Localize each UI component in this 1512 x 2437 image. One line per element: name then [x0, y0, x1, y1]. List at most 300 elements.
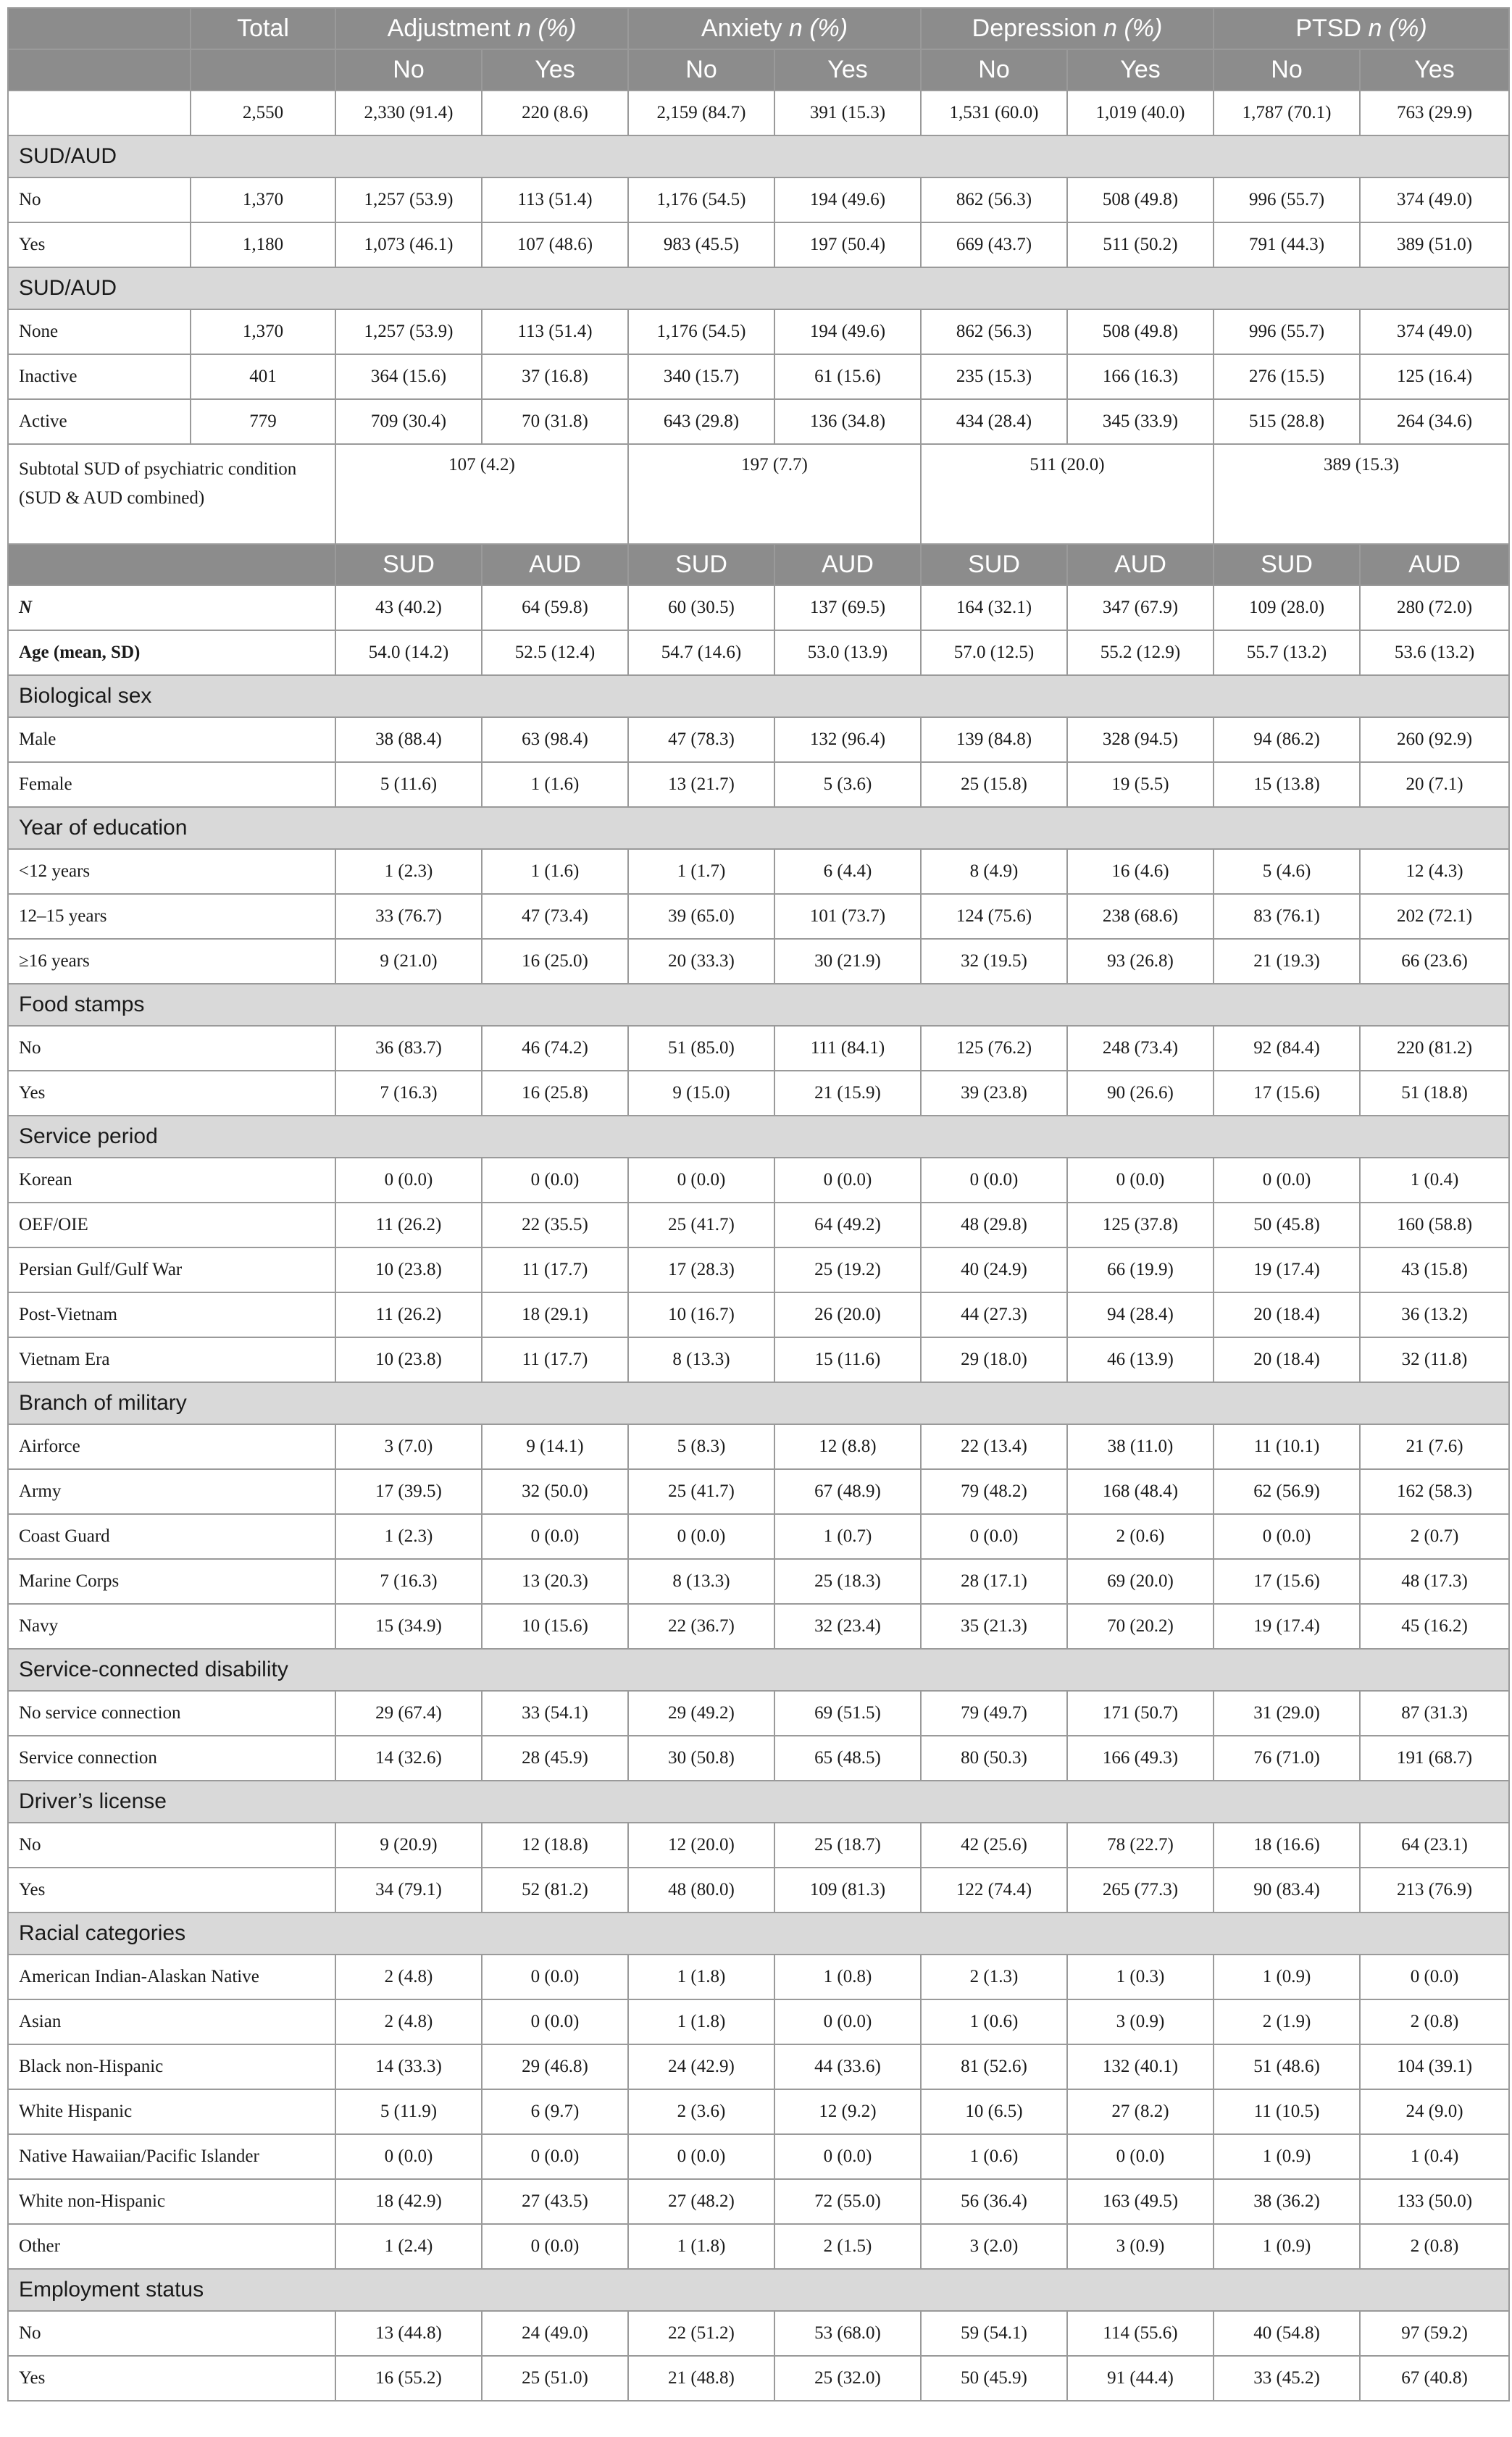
cell: 30 (21.9) — [774, 939, 921, 984]
cell: 33 (54.1) — [482, 1691, 628, 1736]
cell: 434 (28.4) — [921, 399, 1067, 444]
header-sud: SUD — [628, 544, 774, 585]
header-corner — [8, 8, 191, 49]
row-label: Korean — [8, 1158, 335, 1203]
cell: 32 (50.0) — [482, 1469, 628, 1514]
cell: 2,159 (84.7) — [628, 91, 774, 135]
section-header: Driver’s license — [8, 1781, 1509, 1823]
cell: 3 (2.0) — [921, 2224, 1067, 2269]
cell: 0 (0.0) — [628, 2134, 774, 2179]
cell: 0 (0.0) — [921, 1514, 1067, 1559]
cell: 107 (48.6) — [482, 222, 628, 267]
cell: 9 (21.0) — [335, 939, 482, 984]
row-label: Male — [8, 717, 335, 762]
row-label: White non-Hispanic — [8, 2179, 335, 2224]
cell: 0 (0.0) — [774, 2134, 921, 2179]
cell: 12 (9.2) — [774, 2089, 921, 2134]
cell: 54.0 (14.2) — [335, 630, 482, 675]
cell: 25 (51.0) — [482, 2356, 628, 2401]
cell: 48 (17.3) — [1360, 1559, 1509, 1604]
header-npct: n (%) — [788, 14, 848, 42]
cell: 44 (33.6) — [774, 2044, 921, 2089]
cell: 56 (36.4) — [921, 2179, 1067, 2224]
cell: 20 (7.1) — [1360, 762, 1509, 807]
cell: 16 (55.2) — [335, 2356, 482, 2401]
cell: 111 (84.1) — [774, 1026, 921, 1071]
cell: 47 (73.4) — [482, 894, 628, 939]
header-npct: n (%) — [1368, 14, 1427, 42]
cell: 1 (0.6) — [921, 1999, 1067, 2044]
row-label: Subtotal SUD of psychiatric condition (SUD & AUD combined) — [8, 444, 335, 544]
cell: 5 (3.6) — [774, 762, 921, 807]
cell: 21 (15.9) — [774, 1071, 921, 1116]
header-group — [335, 8, 628, 49]
cell: 1,531 (60.0) — [921, 91, 1067, 135]
row-label: Yes — [8, 2356, 335, 2401]
cell: 171 (50.7) — [1067, 1691, 1214, 1736]
cell: 20 (18.4) — [1214, 1337, 1360, 1382]
cell: 280 (72.0) — [1360, 585, 1509, 630]
cell: 163 (49.5) — [1067, 2179, 1214, 2224]
cell: 709 (30.4) — [335, 399, 482, 444]
cell: 25 (41.7) — [628, 1469, 774, 1514]
cell: 166 (16.3) — [1067, 354, 1214, 399]
row-label: Marine Corps — [8, 1559, 335, 1604]
cell: 137 (69.5) — [774, 585, 921, 630]
cell: 2 (1.9) — [1214, 1999, 1360, 2044]
cell: 8 (13.3) — [628, 1559, 774, 1604]
section-row — [8, 984, 1509, 1026]
cell: 1 (0.9) — [1214, 2134, 1360, 2179]
cell: 0 (0.0) — [335, 1158, 482, 1203]
cell: 32 (11.8) — [1360, 1337, 1509, 1382]
header-aud: AUD — [774, 544, 921, 585]
cell: 235 (15.3) — [921, 354, 1067, 399]
data-table — [7, 7, 1510, 2402]
cell: 983 (45.5) — [628, 222, 774, 267]
cell: 763 (29.9) — [1360, 91, 1509, 135]
header-aud: AUD — [1067, 544, 1214, 585]
cell: 109 (28.0) — [1214, 585, 1360, 630]
cell: 65 (48.5) — [774, 1736, 921, 1781]
cell: 25 (18.7) — [774, 1823, 921, 1868]
section-header: SUD/AUD — [8, 267, 1509, 309]
cell: 1 (0.7) — [774, 1514, 921, 1559]
cell: 276 (15.5) — [1214, 354, 1360, 399]
section-header: Food stamps — [8, 984, 1509, 1026]
cell: 52 (81.2) — [482, 1868, 628, 1913]
cell: 21 (19.3) — [1214, 939, 1360, 984]
table-row — [8, 2134, 1509, 2179]
cell: 104 (39.1) — [1360, 2044, 1509, 2089]
header-sud: SUD — [1214, 544, 1360, 585]
cell: 1,257 (53.9) — [335, 177, 482, 222]
cell: 3 (0.9) — [1067, 2224, 1214, 2269]
cell: 25 (41.7) — [628, 1203, 774, 1247]
cell: 76 (71.0) — [1214, 1736, 1360, 1781]
cell: 374 (49.0) — [1360, 177, 1509, 222]
header-yes: Yes — [774, 49, 921, 91]
table-row — [8, 2311, 1509, 2356]
row-label: ≥16 years — [8, 939, 335, 984]
cell: 791 (44.3) — [1214, 222, 1360, 267]
table-row — [8, 1026, 1509, 1071]
cell: 133 (50.0) — [1360, 2179, 1509, 2224]
header-aud: AUD — [482, 544, 628, 585]
cell: 2 (1.5) — [774, 2224, 921, 2269]
cell: 2 (4.8) — [335, 1999, 482, 2044]
table-row — [8, 1868, 1509, 1913]
cell: 3 (0.9) — [1067, 1999, 1214, 2044]
cell: 5 (4.6) — [1214, 849, 1360, 894]
cell: 996 (55.7) — [1214, 309, 1360, 354]
cell: 72 (55.0) — [774, 2179, 921, 2224]
header-group — [1214, 8, 1509, 49]
section-row — [8, 1382, 1509, 1424]
cell: 25 (18.3) — [774, 1559, 921, 1604]
cell: 17 (15.6) — [1214, 1559, 1360, 1604]
row-label: Inactive — [8, 354, 191, 399]
cell: 10 (23.8) — [335, 1337, 482, 1382]
table-row — [8, 1469, 1509, 1514]
cell: 8 (13.3) — [628, 1337, 774, 1382]
header-group-name: Depression — [972, 14, 1097, 42]
cell: 12 (8.8) — [774, 1424, 921, 1469]
section-row — [8, 1649, 1509, 1691]
cell: 643 (29.8) — [628, 399, 774, 444]
cell: 264 (34.6) — [1360, 399, 1509, 444]
cell: 83 (76.1) — [1214, 894, 1360, 939]
cell: 1,257 (53.9) — [335, 309, 482, 354]
cell: 515 (28.8) — [1214, 399, 1360, 444]
cell: 53.6 (13.2) — [1360, 630, 1509, 675]
cell: 50 (45.9) — [921, 2356, 1067, 2401]
cell: 18 (29.1) — [482, 1292, 628, 1337]
cell: 2,330 (91.4) — [335, 91, 482, 135]
cell: 1 (1.8) — [628, 2224, 774, 2269]
row-label: Navy — [8, 1604, 335, 1649]
cell: 61 (15.6) — [774, 354, 921, 399]
row-label: Post-Vietnam — [8, 1292, 335, 1337]
cell: 11 (10.1) — [1214, 1424, 1360, 1469]
table-row — [8, 1203, 1509, 1247]
cell: 40 (54.8) — [1214, 2311, 1360, 2356]
cell: 0 (0.0) — [482, 2224, 628, 2269]
cell: 39 (23.8) — [921, 1071, 1067, 1116]
cell: 1,073 (46.1) — [335, 222, 482, 267]
header-yes: Yes — [482, 49, 628, 91]
cell: 1 (1.7) — [628, 849, 774, 894]
cell: 14 (32.6) — [335, 1736, 482, 1781]
row-label: No — [8, 1823, 335, 1868]
section-row — [8, 267, 1509, 309]
cell: 1,176 (54.5) — [628, 309, 774, 354]
cell: 79 (49.7) — [921, 1691, 1067, 1736]
cell: 160 (58.8) — [1360, 1203, 1509, 1247]
cell: 391 (15.3) — [774, 91, 921, 135]
section-row — [8, 1781, 1509, 1823]
cell: 33 (76.7) — [335, 894, 482, 939]
cell: 996 (55.7) — [1214, 177, 1360, 222]
cell: 862 (56.3) — [921, 177, 1067, 222]
header-row — [8, 8, 1509, 49]
cell: 35 (21.3) — [921, 1604, 1067, 1649]
cell: 125 (16.4) — [1360, 354, 1509, 399]
header-corner — [8, 49, 191, 91]
cell: 30 (50.8) — [628, 1736, 774, 1781]
cell: 55.2 (12.9) — [1067, 630, 1214, 675]
table-row — [8, 177, 1509, 222]
cell: 64 (49.2) — [774, 1203, 921, 1247]
header-yes: Yes — [1067, 49, 1214, 91]
cell: 113 (51.4) — [482, 177, 628, 222]
cell: 36 (83.7) — [335, 1026, 482, 1071]
cell: 1 (0.4) — [1360, 2134, 1509, 2179]
cell: 2 (1.3) — [921, 1955, 1067, 1999]
cell: 6 (4.4) — [774, 849, 921, 894]
cell: 19 (5.5) — [1067, 762, 1214, 807]
cell: 194 (49.6) — [774, 309, 921, 354]
cell: 5 (11.9) — [335, 2089, 482, 2134]
cell: 9 (20.9) — [335, 1823, 482, 1868]
subtotal-cell: 197 (7.7) — [628, 444, 921, 544]
cell: 94 (86.2) — [1214, 717, 1360, 762]
table-row — [8, 1736, 1509, 1781]
cell: 64 (59.8) — [482, 585, 628, 630]
cell: 70 (20.2) — [1067, 1604, 1214, 1649]
row-label: American Indian-Alaskan Native — [8, 1955, 335, 1999]
cell: 265 (77.3) — [1067, 1868, 1214, 1913]
row-label: Yes — [8, 1868, 335, 1913]
table-row — [8, 309, 1509, 354]
row-label: No service connection — [8, 1691, 335, 1736]
cell: 54.7 (14.6) — [628, 630, 774, 675]
cell: 248 (73.4) — [1067, 1026, 1214, 1071]
cell: 164 (32.1) — [921, 585, 1067, 630]
cell: 1 (0.9) — [1214, 2224, 1360, 2269]
cell: 0 (0.0) — [482, 1955, 628, 1999]
cell: 34 (79.1) — [335, 1868, 482, 1913]
cell: 139 (84.8) — [921, 717, 1067, 762]
cell: 78 (22.7) — [1067, 1823, 1214, 1868]
cell: 66 (19.9) — [1067, 1247, 1214, 1292]
row-label: Native Hawaiian/Pacific Islander — [8, 2134, 335, 2179]
cell: 124 (75.6) — [921, 894, 1067, 939]
cell: 0 (0.0) — [482, 1514, 628, 1559]
cell: 17 (15.6) — [1214, 1071, 1360, 1116]
cell: 19 (17.4) — [1214, 1604, 1360, 1649]
row-label: Female — [8, 762, 335, 807]
cell: 1 (2.4) — [335, 2224, 482, 2269]
cell: 101 (73.7) — [774, 894, 921, 939]
cell: 0 (0.0) — [1214, 1158, 1360, 1203]
cell: 27 (8.2) — [1067, 2089, 1214, 2134]
header-no: No — [1214, 49, 1360, 91]
cell: 81 (52.6) — [921, 2044, 1067, 2089]
table-row — [8, 1071, 1509, 1116]
cell: 87 (31.3) — [1360, 1691, 1509, 1736]
cell: 22 (51.2) — [628, 2311, 774, 2356]
cell: 2 (0.8) — [1360, 2224, 1509, 2269]
cell: 69 (51.5) — [774, 1691, 921, 1736]
cell: 197 (50.4) — [774, 222, 921, 267]
cell: 1 (2.3) — [335, 849, 482, 894]
cell: 132 (96.4) — [774, 717, 921, 762]
section-header: Service-connected disability — [8, 1649, 1509, 1691]
table-row — [8, 2044, 1509, 2089]
cell: 191 (68.7) — [1360, 1736, 1509, 1781]
cell: 1,019 (40.0) — [1067, 91, 1214, 135]
row-label: OEF/OIE — [8, 1203, 335, 1247]
table-row — [8, 2089, 1509, 2134]
cell: 2 (4.8) — [335, 1955, 482, 1999]
table-row — [8, 399, 1509, 444]
cell: 32 (23.4) — [774, 1604, 921, 1649]
table-row — [8, 2356, 1509, 2401]
cell: 70 (31.8) — [482, 399, 628, 444]
cell: 2,550 — [191, 91, 335, 135]
cell: 13 (20.3) — [482, 1559, 628, 1604]
header-npct: n (%) — [1103, 14, 1163, 42]
cell: 43 (15.8) — [1360, 1247, 1509, 1292]
cell: 21 (48.8) — [628, 2356, 774, 2401]
table-row — [8, 1604, 1509, 1649]
cell: 374 (49.0) — [1360, 309, 1509, 354]
cell: 52.5 (12.4) — [482, 630, 628, 675]
cell: 6 (9.7) — [482, 2089, 628, 2134]
section-row — [8, 1116, 1509, 1158]
row-label: <12 years — [8, 849, 335, 894]
header-no: No — [921, 49, 1067, 91]
cell: 40 (24.9) — [921, 1247, 1067, 1292]
cell: 1,370 — [191, 309, 335, 354]
cell: 18 (42.9) — [335, 2179, 482, 2224]
cell: 90 (26.6) — [1067, 1071, 1214, 1116]
row-label: Yes — [8, 222, 191, 267]
cell: 11 (17.7) — [482, 1337, 628, 1382]
table-row — [8, 1337, 1509, 1382]
cell: 364 (15.6) — [335, 354, 482, 399]
section-row — [8, 135, 1509, 177]
cell: 2 (3.6) — [628, 2089, 774, 2134]
cell: 33 (45.2) — [1214, 2356, 1360, 2401]
cell: 22 (35.5) — [482, 1203, 628, 1247]
table-row — [8, 939, 1509, 984]
cell: 1,180 — [191, 222, 335, 267]
row-label: Asian — [8, 1999, 335, 2044]
cell: 17 (39.5) — [335, 1469, 482, 1514]
table-row — [8, 1955, 1509, 1999]
cell: 50 (45.8) — [1214, 1203, 1360, 1247]
table-row — [8, 222, 1509, 267]
cell: 1,370 — [191, 177, 335, 222]
cell: 37 (16.8) — [482, 354, 628, 399]
cell: 0 (0.0) — [628, 1158, 774, 1203]
cell: 779 — [191, 399, 335, 444]
header-corner — [191, 49, 335, 91]
cell: 168 (48.4) — [1067, 1469, 1214, 1514]
row-label — [8, 91, 191, 135]
cell: 11 (10.5) — [1214, 2089, 1360, 2134]
cell: 7 (16.3) — [335, 1071, 482, 1116]
cell: 389 (51.0) — [1360, 222, 1509, 267]
table-row — [8, 1158, 1509, 1203]
section-row — [8, 675, 1509, 717]
cell: 10 (6.5) — [921, 2089, 1067, 2134]
cell: 29 (46.8) — [482, 2044, 628, 2089]
cell: 1 (0.6) — [921, 2134, 1067, 2179]
header-no: No — [335, 49, 482, 91]
header-group — [628, 8, 921, 49]
cell: 202 (72.1) — [1360, 894, 1509, 939]
cell: 53 (68.0) — [774, 2311, 921, 2356]
cell: 13 (44.8) — [335, 2311, 482, 2356]
table-row — [8, 1292, 1509, 1337]
cell: 36 (13.2) — [1360, 1292, 1509, 1337]
cell: 220 (81.2) — [1360, 1026, 1509, 1071]
table-row — [8, 630, 1509, 675]
subtotal-row — [8, 444, 1509, 544]
table-row — [8, 1559, 1509, 1604]
cell: 28 (45.9) — [482, 1736, 628, 1781]
cell: 27 (48.2) — [628, 2179, 774, 2224]
table-row — [8, 2179, 1509, 2224]
subtotal-cell: 107 (4.2) — [335, 444, 628, 544]
header-group-name: Anxiety — [701, 14, 782, 42]
row-label: Other — [8, 2224, 335, 2269]
row-label: No — [8, 1026, 335, 1071]
cell: 1 (1.6) — [482, 849, 628, 894]
section-row — [8, 2269, 1509, 2311]
table-row — [8, 1514, 1509, 1559]
row-label: Persian Gulf/Gulf War — [8, 1247, 335, 1292]
cell: 1 (2.3) — [335, 1514, 482, 1559]
table-row — [8, 1247, 1509, 1292]
cell: 26 (20.0) — [774, 1292, 921, 1337]
cell: 22 (13.4) — [921, 1424, 1067, 1469]
cell: 1 (0.4) — [1360, 1158, 1509, 1203]
row-label: Coast Guard — [8, 1514, 335, 1559]
cell: 48 (29.8) — [921, 1203, 1067, 1247]
cell: 508 (49.8) — [1067, 309, 1214, 354]
cell: 0 (0.0) — [335, 2134, 482, 2179]
table-row — [8, 354, 1509, 399]
cell: 60 (30.5) — [628, 585, 774, 630]
cell: 401 — [191, 354, 335, 399]
cell: 347 (67.9) — [1067, 585, 1214, 630]
cell: 340 (15.7) — [628, 354, 774, 399]
section-row — [8, 807, 1509, 849]
subtotal-cell: 511 (20.0) — [921, 444, 1214, 544]
row-label: Army — [8, 1469, 335, 1514]
header-npct: n (%) — [517, 14, 577, 42]
section-header: SUD/AUD — [8, 135, 1509, 177]
cell: 7 (16.3) — [335, 1559, 482, 1604]
table-row — [8, 849, 1509, 894]
cell: 238 (68.6) — [1067, 894, 1214, 939]
cell: 162 (58.3) — [1360, 1469, 1509, 1514]
cell: 45 (16.2) — [1360, 1604, 1509, 1649]
cell: 42 (25.6) — [921, 1823, 1067, 1868]
section-header: Racial categories — [8, 1913, 1509, 1955]
cell: 8 (4.9) — [921, 849, 1067, 894]
cell: 12 (4.3) — [1360, 849, 1509, 894]
header-group — [921, 8, 1214, 49]
cell: 3 (7.0) — [335, 1424, 482, 1469]
row-label: No — [8, 177, 191, 222]
cell: 122 (74.4) — [921, 1868, 1067, 1913]
header-no: No — [628, 49, 774, 91]
